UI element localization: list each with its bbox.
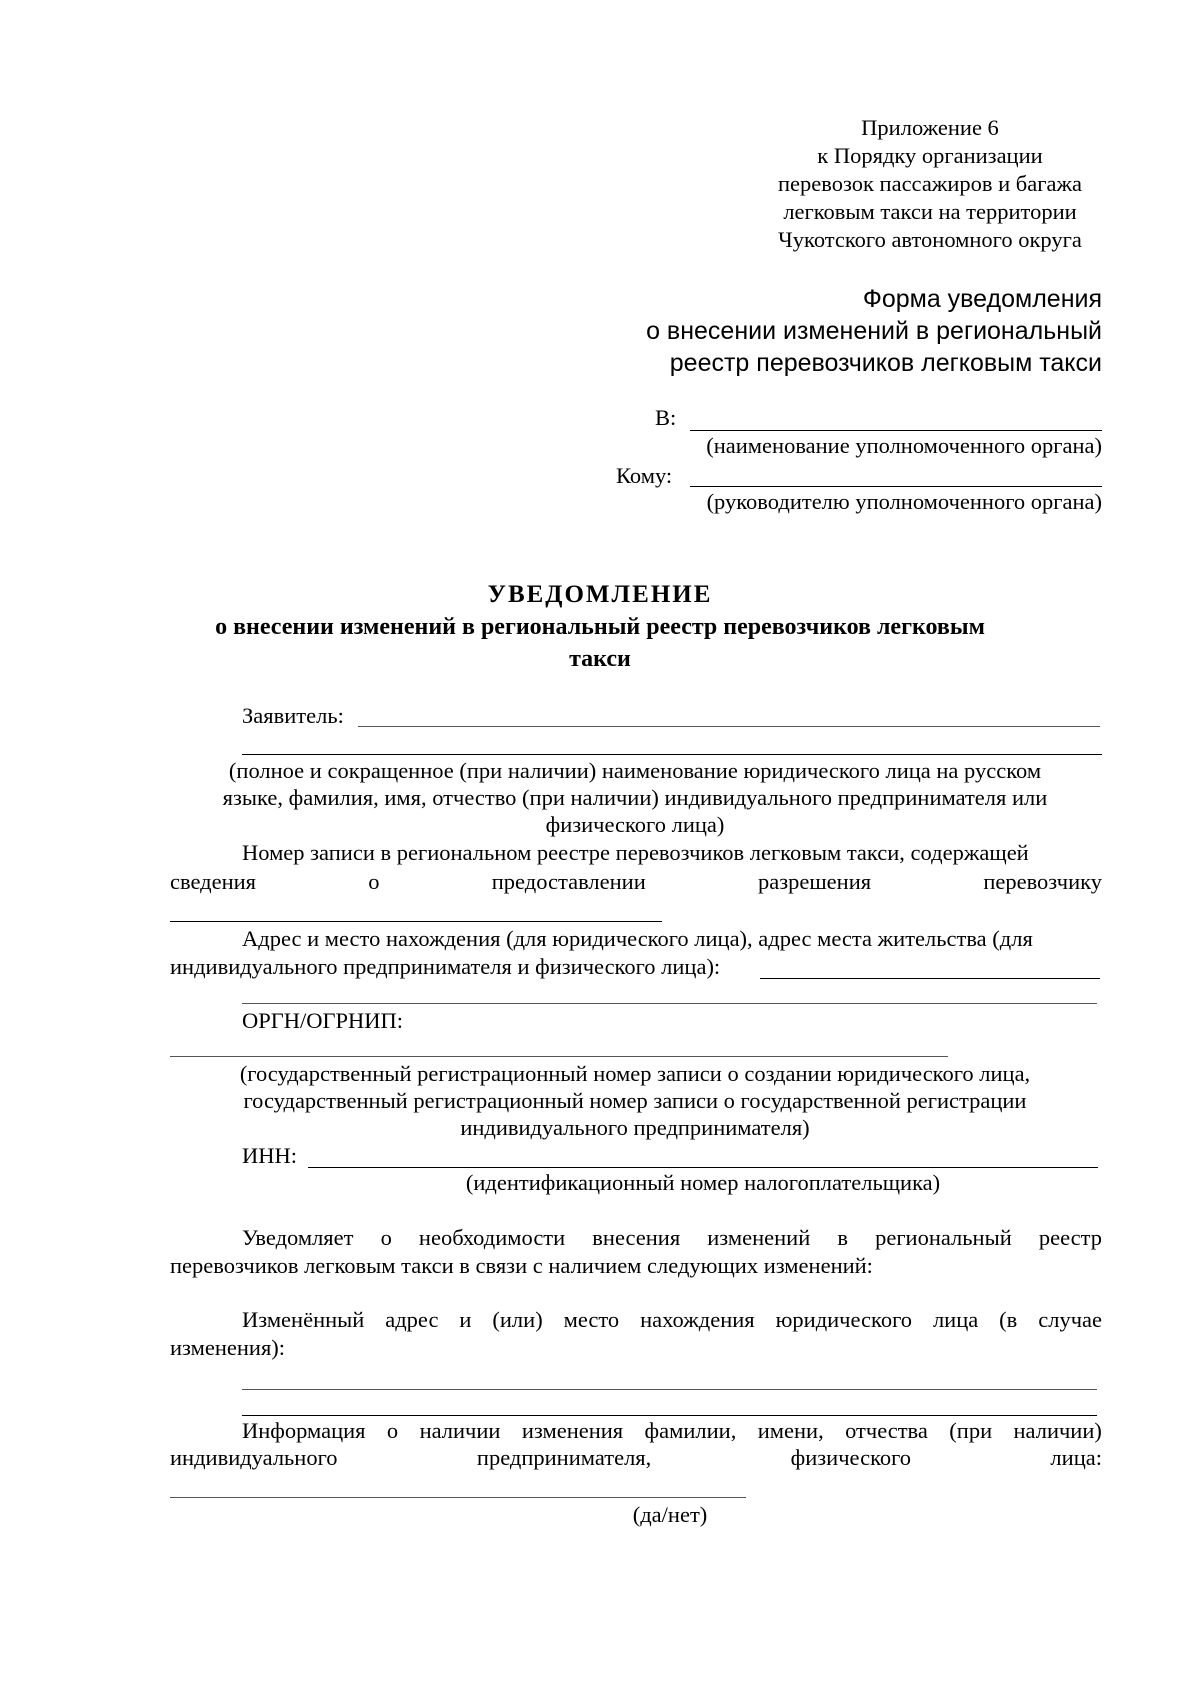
changed-address-line-1 — [242, 1307, 1102, 1333]
ogrn-caption-line-3: индивидуального предпринимателя) — [460, 1115, 810, 1140]
form-title-line-1: Форма уведомления — [862, 285, 1102, 313]
changed-address-word-8: лица — [932, 1307, 979, 1332]
changed-address-word-1: Изменённый — [242, 1307, 365, 1332]
notice-word-3: необходимости — [418, 1225, 566, 1250]
applicant-field-line-1[interactable] — [358, 726, 1100, 727]
name-change-word-3: наличии — [419, 1418, 501, 1443]
to-label: В: — [655, 405, 677, 430]
whom-caption: (руководителю уполномоченного органа) — [706, 489, 1102, 514]
notice-word-7: региональный — [875, 1225, 1012, 1250]
name-change-word-6: имени, — [757, 1418, 824, 1443]
name-change-word-4: изменения — [521, 1418, 624, 1443]
to-field-line[interactable] — [690, 430, 1102, 431]
name-change-word-7: отчества — [845, 1418, 928, 1443]
applicant-caption-line-3: физического лица) — [545, 812, 725, 837]
notice-line-1 — [242, 1225, 1102, 1251]
appendix-line-3: перевозок пассажиров и багажа — [778, 171, 1082, 196]
name-change-caption: (да/нет) — [632, 1502, 708, 1527]
inn-label: ИНН: — [242, 1143, 297, 1168]
name-change-word-2: о — [386, 1418, 399, 1443]
name-change-line2-word-3: физического — [790, 1445, 912, 1470]
name-change-word-8: (при — [949, 1418, 993, 1443]
whom-field-line[interactable] — [690, 486, 1102, 487]
notice-word-8: реестр — [1038, 1225, 1102, 1250]
name-change-word-1: Информация — [242, 1418, 366, 1443]
record-word-3: предоставлении — [491, 869, 646, 894]
notice-word-5: изменений — [707, 1225, 811, 1250]
changed-address-word-7: юридического — [775, 1307, 912, 1332]
form-title-line-2: о внесении изменений в региональный — [646, 317, 1102, 345]
record-word-4: разрешения — [757, 869, 872, 894]
changed-address-word-3: и — [459, 1307, 472, 1332]
name-change-word-9: наличии) — [1013, 1418, 1102, 1443]
inn-caption: (идентификационный номер налогоплательщика) — [465, 1170, 941, 1195]
form-title-line-3: реестр перевозчиков легковым такси — [669, 349, 1102, 377]
notice-title: УВЕДОМЛЕНИЕ — [487, 581, 713, 608]
address-line-1: Адрес и место нахождения (для юридического лица), адрес места жительства (для — [242, 926, 1033, 951]
appendix-line-5: Чукотского автономного округа — [778, 227, 1082, 252]
changed-address-field-line-1[interactable] — [242, 1389, 1097, 1390]
to-caption: (наименование уполномоченного органа) — [706, 433, 1102, 458]
applicant-field-line-2[interactable] — [242, 754, 1102, 755]
name-change-line-1 — [242, 1418, 1102, 1444]
applicant-caption-line-1: (полное и сокращенное (при наличии) наименование юридического лица на русском — [228, 758, 1042, 783]
changed-address-word-6: нахождения — [640, 1307, 755, 1332]
name-change-line2-word-4: лица: — [1050, 1445, 1102, 1470]
record-word-1: сведения — [170, 869, 257, 894]
changed-address-word-5: место — [563, 1307, 620, 1332]
name-change-line-2 — [170, 1445, 1102, 1471]
applicant-caption-line-2: языке, фамилия, имя, отчество (при наличии) индивидуального предпринимателя или — [222, 785, 1048, 810]
record-number-line-2 — [170, 869, 1102, 895]
ogrn-caption-line-2: государственный регистрационный номер записи о государственной регистрации — [243, 1088, 1027, 1113]
inn-field-line[interactable] — [308, 1167, 1098, 1168]
record-word-2: о — [368, 869, 380, 894]
changed-address-word-2: адрес — [385, 1307, 439, 1332]
notice-subtitle-line-1: о внесении изменений в региональный реестр перевозчиков легковым — [215, 614, 985, 640]
address-field-line-2[interactable] — [242, 1003, 1097, 1004]
notice-subtitle-line-2: такси — [569, 646, 631, 672]
changed-address-word-4: (или) — [492, 1307, 543, 1332]
record-number-field-line[interactable] — [170, 921, 662, 922]
address-field-line-1[interactable] — [760, 978, 1100, 979]
appendix-line-4: легковым такси на территории — [783, 199, 1077, 224]
record-number-line-1: Номер записи в региональном реестре перевозчиков легковым такси, содержащей — [242, 840, 1029, 865]
notice-word-4: внесения — [592, 1225, 681, 1250]
appendix-line-2: к Порядку организации — [817, 143, 1043, 168]
changed-address-word-9: (в — [999, 1307, 1018, 1332]
notice-word-1: Уведомляет — [242, 1225, 354, 1250]
notice-line-2: перевозчиков легковым такси в связи с наличием следующих изменений: — [170, 1253, 873, 1278]
name-change-word-5: фамилии, — [644, 1418, 737, 1443]
name-change-line2-word-1: индивидуального — [170, 1445, 338, 1470]
whom-label: Кому: — [616, 463, 673, 488]
ogrn-label: ОРГН/ОГРНИП: — [242, 1008, 404, 1033]
changed-address-word-10: случае — [1038, 1307, 1102, 1332]
record-word-5: перевозчику — [983, 869, 1102, 894]
ogrn-caption-line-1: (государственный регистрационный номер записи о создании юридического лица, — [239, 1061, 1031, 1086]
address-line-2: индивидуального предпринимателя и физического лица): — [170, 954, 721, 979]
ogrn-field-line[interactable] — [170, 1056, 948, 1057]
notice-word-2: о — [380, 1225, 392, 1250]
changed-address-field-line-2[interactable] — [242, 1415, 1097, 1416]
appendix-line-1: Приложение 6 — [861, 115, 999, 140]
name-change-line2-word-2: предпринимателя, — [476, 1445, 652, 1470]
changed-address-line-2: изменения): — [170, 1335, 286, 1360]
applicant-label: Заявитель: — [242, 703, 344, 728]
name-change-field-line[interactable] — [170, 1497, 746, 1498]
notice-word-6: в — [837, 1225, 848, 1250]
